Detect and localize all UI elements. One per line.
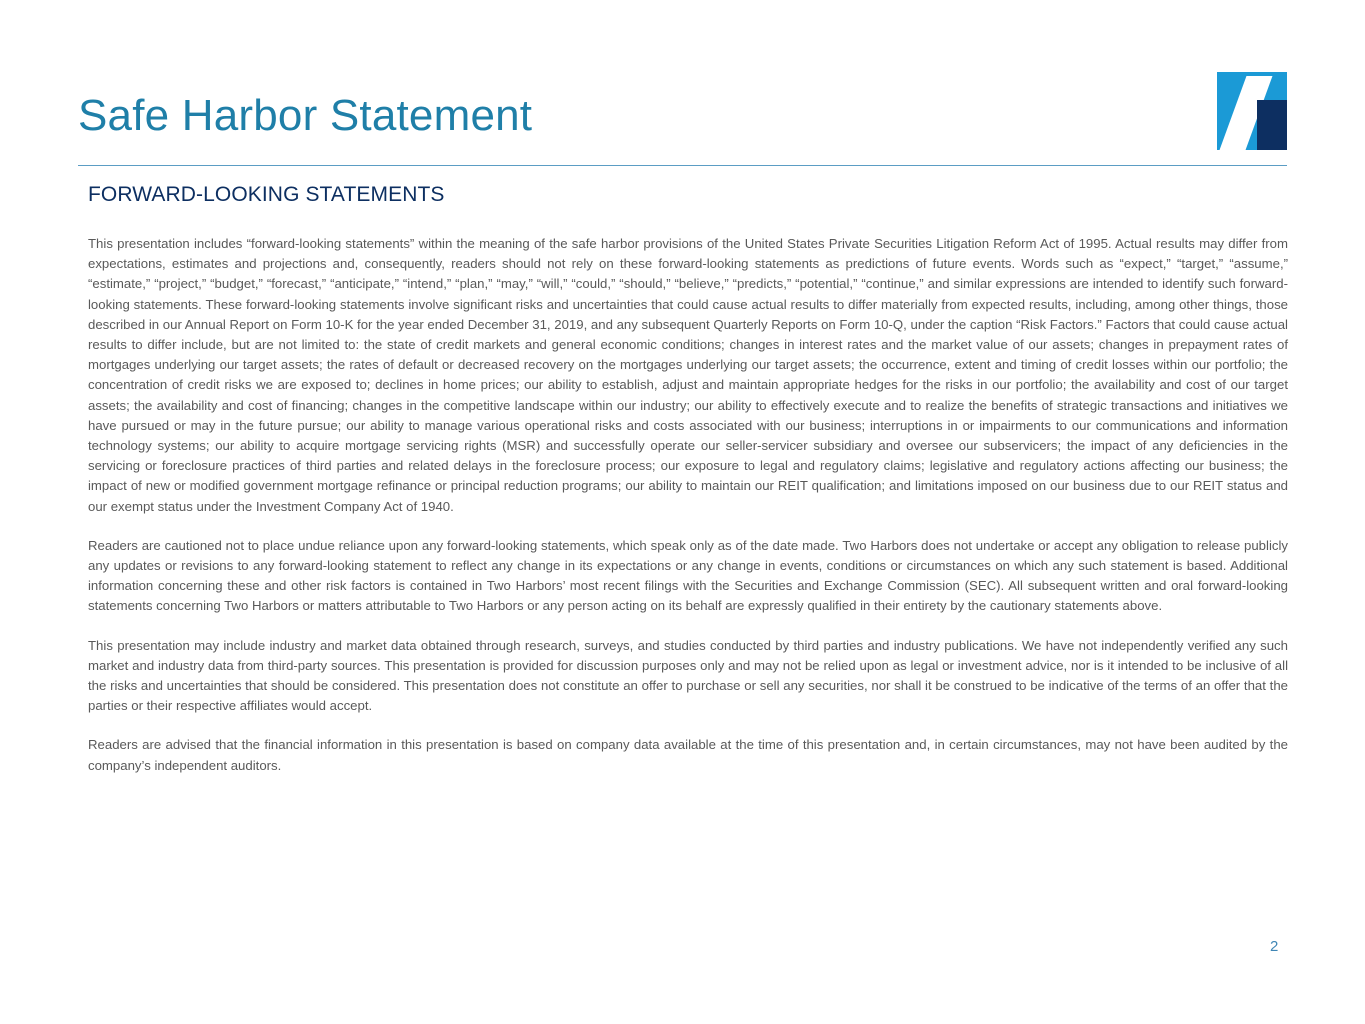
page-title: Safe Harbor Statement — [78, 91, 533, 140]
paragraph: This presentation includes “forward-looking statements” within the meaning of the safe harbor provisions of the United States Private Securities Litigation Reform Act of 1995. Actual results may differ from expectations, estimates and projections and, consequently, readers should not rely on these forward-looking statements as predictions of future events. Words such as “expect,” “target,” “assume,” “estimate,” “project,” “budget,” “forecast,” “anticipate,” “intend,” “plan,” “may,” “will,” “could,” “should,” “believe,” “predicts,” “potential,” “continue,” and similar expressions are intended to identify such forward-looking statements. These forward-looking statements involve significant risks and uncertainties that could cause actual results to differ materially from expected results, including, among other things, those described in our Annual Report on Form 10-K for the year ended December 31, 2019, and any subsequent Quarterly Reports on Form 10-Q, under the caption “Risk Factors.” Factors that could cause actual results to differ include, but are not limited to: the state of credit markets and general economic conditions; changes in interest rates and the market value of our assets; changes in prepayment rates of mortgages underlying our target assets; the rates of default or decreased recovery on the mortgages underlying our target assets; the occurrence, extent and timing of credit losses within our portfolio; the concentration of credit risks we are exposed to; declines in home prices; our ability to establish, adjust and maintain appropriate hedges for the risks in our portfolio; the availability and cost of our target assets; the availability and cost of financing; changes in the competitive landscape within our industry; our ability to effectively execute and to realize the benefits of strategic transactions and initiatives we have pursued or may in the future pursue; our ability to manage various operational risks and costs associated with our business; interruptions in or impairments to our communications and information technology systems; our ability to acquire mortgage servicing rights (MSR) and successfully operate our seller-servicer subsidiary and oversee our subservicers; the impact of any deficiencies in the servicing or foreclosure practices of third parties and related delays in the foreclosure process; our exposure to legal and regulatory claims; legislative and regulatory actions affecting our business; the impact of new or modified government mortgage refinance or principal reduction programs; our ability to maintain our REIT qualification; and limitations imposed on our business due to our REIT status and our exempt status under the Investment Company Act of 1940. — [88, 236, 1288, 514]
paragraph: Readers are advised that the financial information in this presentation is based on company data available at the time of this presentation and, in certain circumstances, may not have been audited by the company’s independent auditors. — [88, 737, 1288, 773]
page-number: 2 — [1270, 938, 1279, 955]
title-divider — [78, 165, 1287, 166]
section-subheading: FORWARD-LOOKING STATEMENTS — [88, 183, 445, 206]
body-content — [88, 234, 1288, 776]
paragraph: This presentation may include industry and market data obtained through research, surveys, and studies conducted by third parties and industry publications. We have not independently verified any such market and industry data from third-party sources. This presentation is provided for discussion purposes only and may not be relied upon as legal or investment advice, nor is it intended to be inclusive of all the risks and uncertainties that should be considered. This presentation does not constitute an offer to purchase or sell any securities, nor shall it be construed to be indicative of the terms of an offer that the parties or their respective affiliates would accept. — [88, 637, 1288, 714]
logo-navy-block — [1257, 100, 1287, 150]
two-harbors-logo — [1217, 72, 1287, 150]
paragraph: Readers are cautioned not to place undue reliance upon any forward-looking statements, which speak only as of the date made. Two Harbors does not undertake or accept any obligation to release publicly any updates or revisions to any forward-looking statement to reflect any change in its expectations or any change in events, conditions or circumstances on which any such statement is based. Additional information concerning these and other risk factors is contained in Two Harbors’ most recent filings with the Securities and Exchange Commission (SEC). All subsequent written and oral forward-looking statements concerning Two Harbors or matters attributable to Two Harbors or any person acting on its behalf are expressly qualified in their entirety by the cautionary statements above. — [88, 537, 1288, 614]
